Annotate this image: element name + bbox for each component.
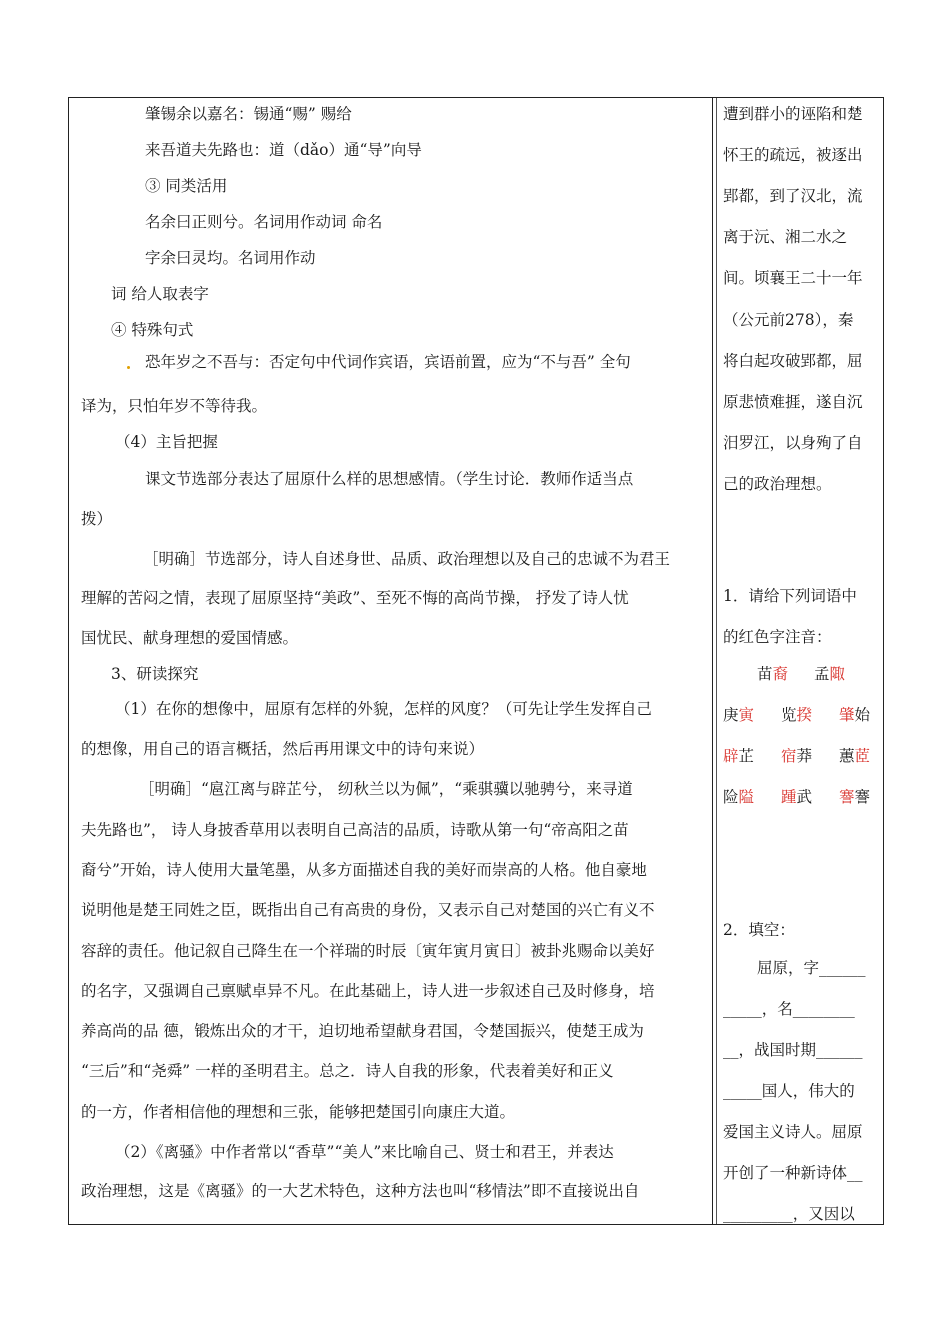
text-line: 理解的苦闷之情，表现了屈原坚持“美政”、至死不悔的高尚节操， 抒发了诗人忧: [81, 589, 629, 607]
highlight-char: 隘: [738, 788, 755, 806]
text-line: （1）在你的想像中，屈原有怎样的外貌，怎样的风度？（可先让学生发挥自己: [115, 700, 652, 718]
word-item: 踵武: [781, 788, 813, 806]
side-text-line: 遭到群小的诬陷和楚: [723, 105, 863, 123]
side-text-line: 原悲愤难捱，遂自沉: [723, 393, 863, 411]
text-line: 夫先路也”， 诗人身披香草用以表明自己高洁的品质，诗歌从第一句“帝高阳之苗: [81, 821, 629, 839]
text-line: 来吾道夫先路也：道（dǎo）通“导”向导: [145, 141, 422, 159]
word-item: 謇謇: [839, 788, 871, 806]
section-heading: （4）主旨把握: [115, 433, 218, 451]
text-line: 容辞的责任。他记叙自己降生在一个祥瑞的时辰〔寅年寅月寅日〕被卦兆赐命以美好: [81, 942, 655, 960]
word-item: 苗裔: [757, 665, 789, 683]
side-text-line: 间。顷襄王二十一年: [723, 269, 863, 287]
highlight-char: 肇: [839, 706, 855, 724]
text-line: 国忧民、献身理想的爱国情感。: [81, 629, 299, 647]
word-item: 险隘: [723, 788, 755, 806]
highlight-char: 踵: [781, 788, 797, 806]
question-1-title: 1．请给下列词语中: [723, 587, 857, 605]
word-item: 宿莽: [781, 747, 813, 765]
text-line: 恐年岁之不吾与：否定句中代词作宾语，宾语前置，应为“不与吾” 全句: [145, 353, 631, 371]
fill-blank-line: _____国人，伟大的: [723, 1082, 855, 1100]
text-line: 的想像，用自己的语言概括，然后再用课文中的诗句来说）: [81, 740, 485, 758]
text-line: 词 给人取表字: [111, 285, 209, 303]
side-text-line: 郢都，到了汉北，流: [723, 187, 863, 205]
text-line: 拨）: [81, 510, 113, 528]
lesson-table: [68, 97, 884, 1225]
fill-blank-line: __，战国时期______: [723, 1041, 863, 1059]
text-line: 养高尚的品 德，锻炼出众的才干，迫切地希望献身君国，令楚国振兴，使楚王成为: [81, 1022, 644, 1040]
text-line: 名余曰正则兮。名词用作动词 命名: [145, 213, 383, 231]
text-line: 课文节选部分表达了屈原什么样的思想感情。（学生讨论．教师作适当点: [145, 470, 634, 488]
word-item: 孟陬: [814, 665, 846, 683]
text-line: 的一方，作者相信他的理想和三张，能够把楚国引向康庄大道。: [81, 1103, 516, 1121]
question-2-title: 2．填空：: [723, 921, 795, 939]
text-line: 的名字，又强调自己禀赋卓异不凡。在此基础上，诗人进一步叙述自己及时修身，培: [81, 982, 655, 1000]
word-item: 肇始: [839, 706, 871, 724]
side-text-line: 汨罗江，以身殉了自: [723, 434, 863, 452]
highlight-char: 陬: [829, 665, 846, 683]
text-line: “三后”和“尧舜” 一样的圣明君主。总之．诗人自我的形象，代表着美好和正义: [81, 1062, 614, 1080]
highlight-char: 謇: [839, 788, 855, 806]
word-item: 辟芷: [723, 747, 755, 765]
bullet-mark: [127, 366, 130, 369]
column-divider: [712, 98, 713, 1224]
highlight-char: 茝: [854, 747, 871, 765]
text-line: 说明他是楚王同姓之臣，既指出自己有高贵的身份，又表示自己对楚国的兴亡有义不: [81, 901, 655, 919]
text-line: （2）《离骚》中作者常以“香草”“美人”来比喻自己、贤士和君王，并表达: [115, 1143, 614, 1161]
text-line: 裔兮”开始，诗人使用大量笔墨，从多方面描述自我的美好而崇高的人格。他自豪地: [81, 861, 647, 879]
side-text-line: 离于沅、湘二水之: [723, 228, 848, 246]
main-column: [69, 98, 712, 1224]
word-item: 蕙茝: [839, 747, 871, 765]
highlight-char: 裔: [772, 665, 789, 683]
highlight-char: 辟: [723, 747, 739, 765]
text-line: 译为，只怕年岁不等待我。: [81, 397, 268, 415]
fill-blank-line: 屈原，字______: [757, 959, 866, 977]
fill-blank-line: 开创了一种新诗体__: [723, 1164, 863, 1182]
fill-blank-line: _________，又因以: [723, 1205, 855, 1223]
fill-blank-line: _____，名________: [723, 1000, 855, 1018]
side-text-line: （公元前278），秦: [723, 311, 854, 329]
word-item: 览揆: [781, 706, 813, 724]
highlight-char: 揆: [796, 706, 813, 724]
text-line: ［明确］“扈江离与辟芷兮， 纫秋兰以为佩”，“乘骐骥以驰骋兮，来寻道: [139, 780, 633, 798]
text-line: 政治理想，这是《离骚》的一大艺术特色，这种方法也叫“移情法”即不直接说出自: [81, 1182, 640, 1200]
side-text-line: 己的政治理想。: [723, 475, 832, 493]
text-line: 肇锡余以嘉名：锡通“赐” 赐给: [145, 105, 352, 123]
word-item: 庚寅: [723, 706, 755, 724]
text-line: ④ 特殊句式: [111, 321, 194, 339]
text-line: ③ 同类活用: [145, 177, 228, 195]
side-text-line: 怀王的疏远，被逐出: [723, 146, 863, 164]
side-text-line: 将白起攻破郢都，屈: [723, 352, 863, 370]
text-line: ［明确］节选部分，诗人自述身世、品质、政治理想以及自己的忠诚不为君王: [143, 550, 671, 568]
section-heading: 3、研读探究: [111, 665, 199, 683]
highlight-char: 宿: [781, 747, 797, 765]
fill-blank-line: 爱国主义诗人。屈原: [723, 1123, 863, 1141]
highlight-char: 寅: [738, 706, 755, 724]
text-line: 字余曰灵均。名词用作动: [145, 249, 316, 267]
question-1-text: 的红色字注音：: [723, 628, 832, 646]
side-column: [717, 98, 885, 1224]
